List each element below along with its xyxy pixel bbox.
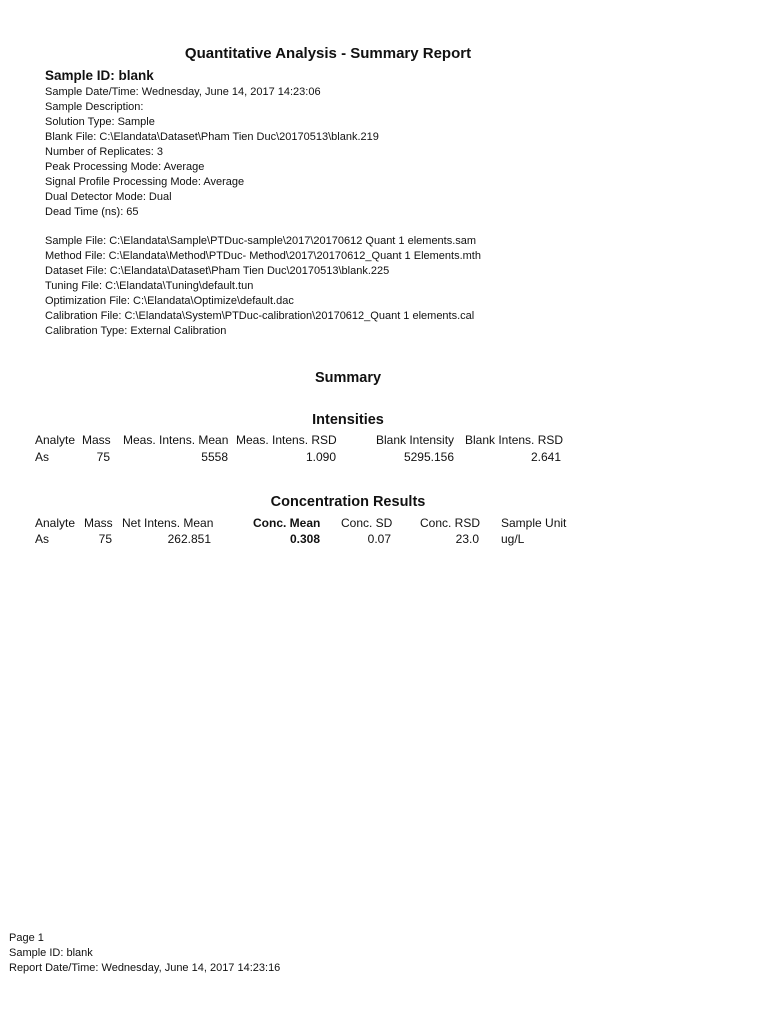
intensities-cell-blank-rsd: 2.641 (530, 450, 561, 464)
conc-header-sample-unit: Sample Unit (501, 516, 567, 530)
intensities-cell-analyte: As (35, 450, 50, 464)
sample-file: Sample File: C:\Elandata\Sample\PTDuc-sample\2017\20170612 Quant 1 elements.sam (45, 235, 477, 247)
signal-profile-processing-mode: Signal Profile Processing Mode: Average (45, 176, 245, 188)
intensities-cell-blank-intensity: 5295.156 (403, 450, 454, 464)
optimization-file: Optimization File: C:\Elandata\Optimize\default.dac (45, 295, 294, 307)
sample-description: Sample Description: (45, 101, 144, 113)
calibration-file: Calibration File: C:\Elandata\System\PTDuc-calibration\20170612_Quant 1 elements.cal (45, 310, 475, 322)
solution-type: Solution Type: Sample (45, 116, 155, 128)
concentration-heading: Concentration Results (270, 494, 426, 510)
footer-page-number: Page 1 (9, 932, 44, 944)
conc-header-analyte: Analyte (35, 516, 76, 530)
conc-cell-net-mean: 262.851 (167, 532, 211, 546)
conc-cell-conc-rsd: 23.0 (455, 532, 479, 546)
conc-cell-conc-sd: 0.07 (367, 532, 391, 546)
report-title: Quantitative Analysis - Summary Report (184, 45, 472, 62)
intensities-header-meas-rsd: Meas. Intens. RSD (236, 433, 337, 447)
sample-datetime: Sample Date/Time: Wednesday, June 14, 2017 14:23:06 (45, 86, 321, 98)
page-footer (9, 931, 280, 976)
dual-detector-mode: Dual Detector Mode: Dual (45, 191, 172, 203)
intensities-heading: Intensities (312, 412, 384, 428)
conc-header-conc-sd: Conc. SD (341, 516, 393, 530)
sample-info-block (45, 85, 379, 220)
file-info-block (45, 234, 481, 339)
conc-header-conc-mean: Conc. Mean (253, 516, 321, 530)
intensities-header-blank-intensity: Blank Intensity (376, 433, 455, 447)
intensities-header-analyte: Analyte (35, 433, 76, 447)
intensities-header-meas-mean: Meas. Intens. Mean (123, 433, 229, 447)
intensities-cell-mass: 75 (96, 450, 110, 464)
peak-processing-mode: Peak Processing Mode: Average (45, 161, 205, 173)
intensities-cell-meas-mean: 5558 (201, 450, 228, 464)
footer-report-datetime: Report Date/Time: Wednesday, June 14, 2017 14:23:16 (9, 962, 281, 974)
footer-sample-id: Sample ID: blank (9, 947, 93, 959)
calibration-type: Calibration Type: External Calibration (45, 325, 227, 337)
method-file: Method File: C:\Elandata\Method\PTDuc- Method\2017\20170612_Quant 1 Elements.mth (45, 250, 481, 262)
number-of-replicates: Number of Replicates: 3 (45, 146, 163, 158)
conc-cell-analyte: As (35, 532, 50, 546)
sample-id-heading: Sample ID: blank (45, 68, 154, 83)
intensities-header-blank-rsd: Blank Intens. RSD (465, 433, 564, 447)
blank-file: Blank File: C:\Elandata\Dataset\Pham Tien Duc\20170513\blank.219 (45, 131, 379, 143)
conc-cell-mass: 75 (98, 532, 112, 546)
intensities-header-mass: Mass (82, 433, 111, 447)
dataset-file: Dataset File: C:\Elandata\Dataset\Pham Tien Duc\20170513\blank.225 (45, 265, 390, 277)
conc-cell-conc-mean: 0.308 (289, 532, 320, 546)
conc-cell-sample-unit: ug/L (501, 532, 525, 546)
summary-heading: Summary (314, 370, 382, 386)
conc-header-net-mean: Net Intens. Mean (122, 516, 214, 530)
dead-time: Dead Time (ns): 65 (45, 206, 139, 218)
conc-header-mass: Mass (84, 516, 113, 530)
conc-header-conc-rsd: Conc. RSD (420, 516, 481, 530)
intensities-cell-meas-rsd: 1.090 (305, 450, 336, 464)
tuning-file: Tuning File: C:\Elandata\Tuning\default.tun (45, 280, 254, 292)
